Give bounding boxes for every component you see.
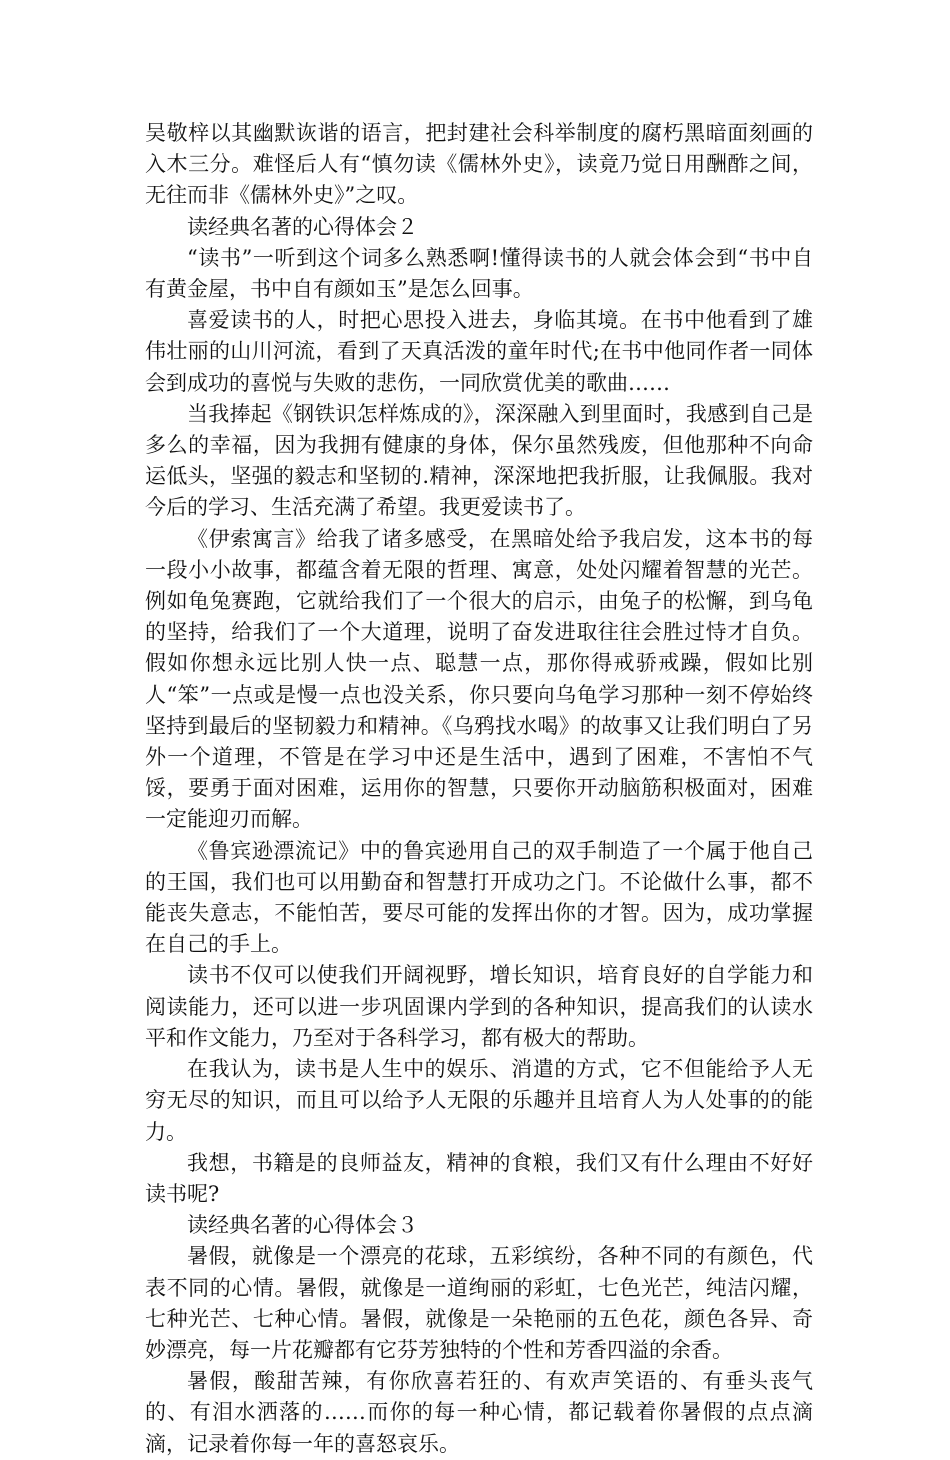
paragraph-aesop: 《伊索寓言》给我了诸多感受，在黑暗处给予我启发，这本书的每一段小小故事，都蕴含着无限的哲理、寓意，处处闪耀着智慧的光芒。例如龟兔赛跑，它就给我们了一个很大的启示，由兔子的松懈，到乌龟的坚持，给我们了一个大道理，说明了奋发进取往往会胜过恃才自负。假如你想永远比别人快一点、聪慧一点，那你得戒骄戒躁，假如比别人“笨”一点或是慢一点也没关系，你只要向乌龟学习那种一刻不停始终坚持到最后的坚韧毅力和精神。《乌鸦找水喝》的故事又让我们明白了另外一个道理，不管是在学习中还是生活中，遇到了困难，不害怕不气馁，要勇于面对困难，运用你的智慧，只要你开动脑筋积极面对，困难一定能迎刃而解。 (145, 526, 813, 832)
section-heading-2: 读经典名著的心得体会２ (187, 214, 418, 239)
paragraph-summer-colors: 暑假，就像是一个漂亮的花球，五彩缤纷，各种不同的有颜色，代表不同的心情。暑假，就像是一道绚丽的彩虹，七色光芒，纯洁闪耀，七种光芒、七种心情。暑假，就像是一朵艳丽的五色花，颜色各异、奇妙漂亮，每一片花瓣都有它芬芳独特的个性和芳香四溢的余香。 (145, 1244, 813, 1362)
paragraph-reading-benefits: 读书不仅可以使我们开阔视野，增长知识，培育良好的自学能力和阅读能力，还可以进一步巩固课内学到的各种知识，提高我们的认读水平和作文能力，乃至对于各科学习，都有极大的帮助。 (145, 963, 813, 1050)
paragraph-rulin-waishi: 吴敬梓以其幽默诙谐的语言，把封建社会科举制度的腐朽黑暗面刻画的入木三分。难怪后人有“慎勿读《儒林外史》，读竟乃觉日用酬酢之间，无往而非《儒林外史》”之叹。 (145, 121, 813, 208)
paragraph-steel: 当我捧起《钢铁识怎样炼成的》，深深融入到里面时，我感到自己是多么的幸福，因为我拥有健康的身体，保尔虽然残废，但他那种不向命运低头，坚强的毅志和坚韧的.精神，深深地把我折服，让我佩服。我对今后的学习、生活充满了希望。我更爱读书了。 (145, 401, 813, 520)
document-page (145, 118, 813, 1460)
paragraph-robinson: 《鲁宾逊漂流记》中的鲁宾逊用自己的双手制造了一个属于他自己的王国，我们也可以用勤奋和智慧打开成功之门。不论做什么事，都不能丧失意志，不能怕苦，要尽可能的发挥出你的才智。因为，成功掌握在自己的手上。 (145, 838, 813, 957)
paragraph-reading-word: “读书”一听到这个词多么熟悉啊!懂得读书的人就会体会到“书中自有黄金屋，书中自有颜如玉”是怎么回事。 (145, 245, 813, 302)
paragraph-books-friends: 我想，书籍是的良师益友，精神的食粮，我们又有什么理由不好好读书呢? (145, 1150, 813, 1206)
paragraph-love-reading: 喜爱读书的人，时把心思投入进去，身临其境。在书中他看到了雄伟壮丽的山川河流，看到了天真活泼的童年时代;在书中他同作者一同体会到成功的喜悦与失败的悲伤，一同欣赏优美的歌曲…… (145, 308, 813, 395)
section-heading-3: 读经典名著的心得体会３ (187, 1213, 418, 1238)
paragraph-summer-feelings: 暑假，酸甜苦辣，有你欣喜若狂的、有欢声笑语的、有垂头丧气的、有泪水洒落的……而你的每一种心情，都记载着你暑假的点点滴滴，记录着你每一年的喜怒哀乐。 (145, 1369, 813, 1456)
paragraph-reading-leisure: 在我认为，读书是人生中的娱乐、消遣的方式，它不但能给予人无穷无尽的知识，而且可以给予人无限的乐趣并且培育人为人处事的的能力。 (145, 1057, 813, 1144)
